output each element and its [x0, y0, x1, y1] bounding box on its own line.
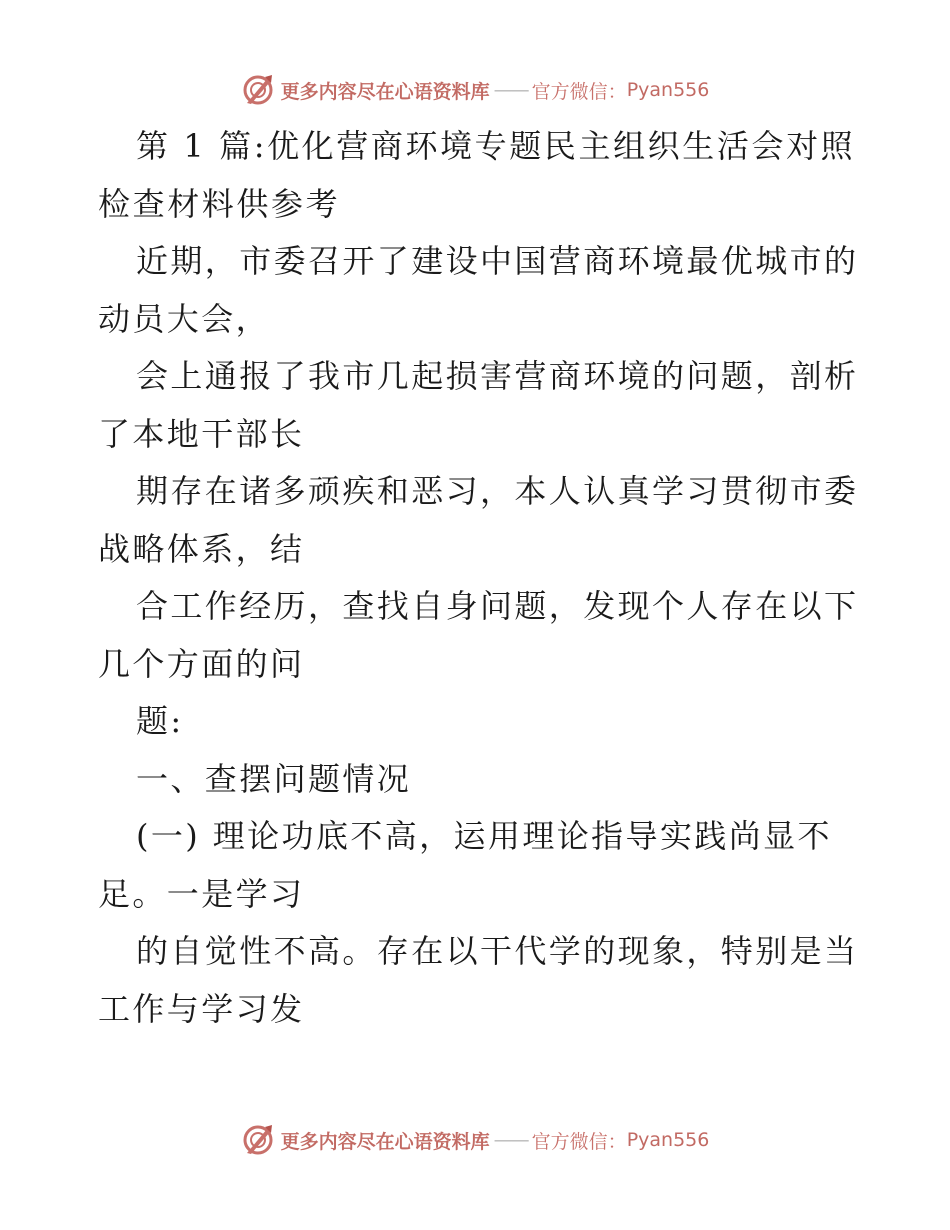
paragraph-line: 期存在诸多顽疾和恶习，本人认真学习贯彻市委 [136, 472, 859, 510]
paragraph-line: 战略体系，结 [98, 529, 305, 568]
paragraph-line: 合工作经历，查找自身问题，发现个人存在以下 [136, 587, 859, 625]
paragraph-line: 工作与学习发 [98, 989, 305, 1028]
subsection-heading: (一) 理论功底不高，运用理论指导实践尚显不 [136, 817, 832, 855]
watermark-brand: 更多内容尽在心语资料库 [280, 1130, 490, 1153]
paragraph-line: 足。一是学习 [98, 874, 305, 913]
quill-seal-icon [241, 1123, 275, 1157]
paragraph-line: 题: [136, 702, 184, 740]
watermark-account: Pyan556 [626, 1129, 710, 1151]
paragraph-line: 动员大会， [98, 299, 271, 338]
section-heading: 一、查摆问题情况 [136, 759, 412, 798]
paragraph-line: 近期，市委召开了建设中国营商环境最优城市的 [136, 242, 859, 280]
document-body [98, 118, 858, 1038]
header-watermark [0, 70, 950, 110]
paragraph-line: 几个方面的问 [98, 644, 305, 683]
doc-title-line-2: 检查材料供参考 [98, 184, 341, 223]
watermark-account: Pyan556 [626, 79, 710, 101]
paragraph-line: 会上通报了我市几起损害营商环境的问题，剖析 [136, 357, 859, 395]
paragraph-line: 的自觉性不高。存在以干代学的现象，特别是当 [136, 932, 859, 970]
quill-seal-icon [241, 73, 275, 107]
watermark-dash: —— [493, 79, 528, 101]
watermark-brand: 更多内容尽在心语资料库 [280, 80, 490, 103]
footer-watermark [0, 1120, 950, 1160]
paragraph-line: 了本地干部长 [98, 414, 305, 453]
watermark-dash: —— [493, 1129, 528, 1151]
watermark-official-label: 官方微信： [531, 1130, 627, 1153]
watermark-official-label: 官方微信： [531, 80, 627, 103]
doc-title-line-1: 第 1 篇:优化营商环境专题民主组织生活会对照 [136, 127, 856, 165]
